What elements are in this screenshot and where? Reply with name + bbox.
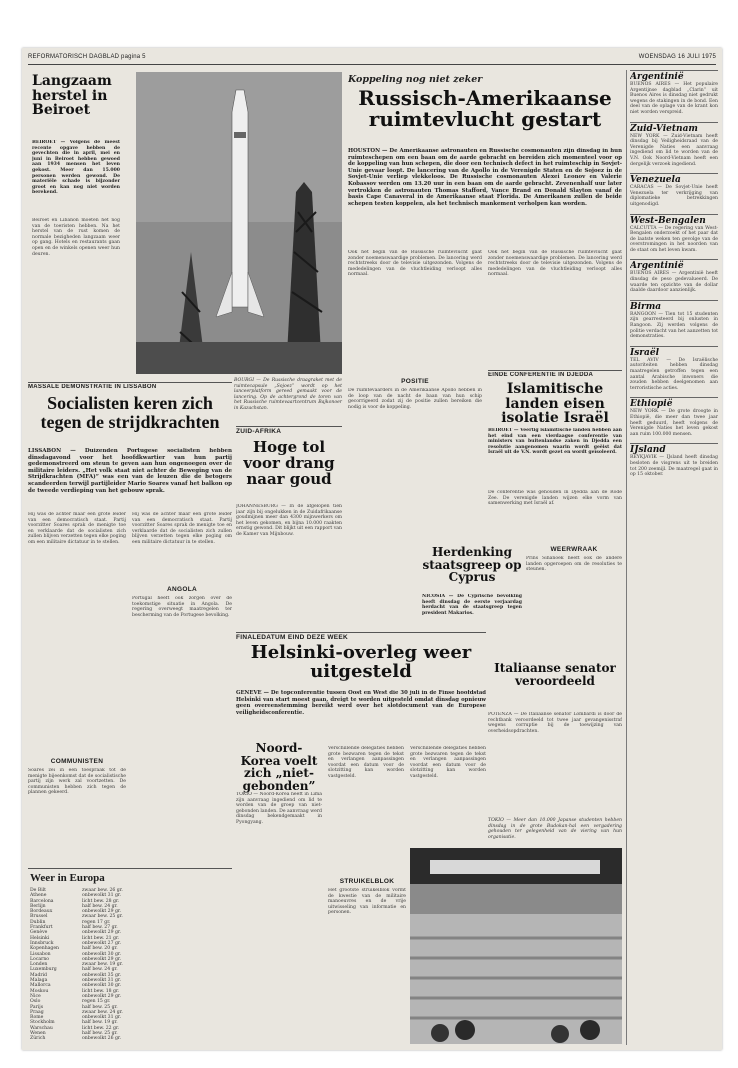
weather-city: Athene [30, 893, 47, 899]
zuidafrika-kicker: ZUID-AFRIKA [236, 428, 282, 435]
weather-condition: zwaar bew. 26 gr. [82, 888, 123, 893]
weather-condition: onbewolkt 30 gr. [82, 951, 122, 957]
helsinki-body-2: Verschillende delegaties hebben grote bezwaren tegen de tekst en verlangen aanpassingen voordat een datum voor de slotzitting kan worden vastgesteld. [410, 746, 486, 779]
helsinki-body: Verschillende delegaties hebben grote bezwaren tegen de tekst en verlangen aanpassingen voordat een datum voor de slotzitting kan worden vastgesteld. [328, 746, 404, 779]
weather-city: Helsinki [30, 935, 50, 941]
space-article [348, 70, 622, 370]
rocket-photo [136, 72, 342, 374]
weather-city: De Bilt [30, 888, 47, 893]
weather-city: Praag [30, 1009, 44, 1015]
weather-condition: regen 17 gr. [82, 919, 111, 925]
zuidafrika-headline: Hoge tol voor drang naar goud [243, 438, 335, 488]
weather-city: Oslo [30, 999, 41, 1005]
cyprus-headline: Herdenking staatsgreep op Cyprus [422, 546, 522, 585]
angola-body: Portugal heeft ook zorgen over de toekomstige situatie in Angola. De regering overweegt maatregelen ter bescherming van de Portugese bevolking. [132, 596, 232, 618]
zuidafrika-article [236, 428, 342, 628]
weather-condition: onbewolkt 31 gr. [82, 1015, 122, 1021]
weather-city: Dublin [30, 919, 46, 925]
beirut-headline: Langzaam herstel in Beiroet [32, 73, 112, 119]
sidebar-item [630, 122, 718, 168]
weather-city: Madrid [30, 972, 47, 978]
helsinki-lead: GENÈVE — De topconferentie tussen Oost en West die 30 juli in de Finse hoofdstad Helsinki van start moest gaan, dreigt te worden uitgesteld omdat dinsdag opnieuw geen overeenstemming bereikt werd over het slotdocument van de Europese veiligheidsconferentie. [236, 690, 486, 716]
weather-box [28, 870, 232, 1046]
weather-city: Stockholm [30, 1020, 55, 1026]
weather-city: Kopenhagen [30, 946, 60, 952]
lissabon-lead: LISSABON — Duizenden Portugese socialisten hebben dinsdagavond voor het hoofdkwartier van hun partij gedemonstreerd om steun te geven aan hun ongenoegen over de militaire leiders. „Het volk staat niet achter de Beweging van de Strijdkrachten (MFA)” was een van de leuzen die de betogers scandeerden terwijl partijleider Mario Soares vanaf het balkon op de tweede verdieping van het gebouw sprak. [28, 448, 232, 494]
angola-head: ANGOLA [167, 586, 197, 593]
sidebar-item [630, 259, 718, 293]
positie-head: POSITIE [401, 378, 429, 385]
weerwraak-body: Prins Sihanoek heeft ook de andere landen opgeroepen om de resoluties te steunen. [526, 556, 622, 573]
weather-city: Mallorca [30, 983, 51, 989]
lissabon-article [28, 384, 232, 862]
hall-photo [410, 848, 622, 1044]
space-headline: Russisch-Amerikaanse ruimtevlucht gestart [358, 86, 612, 131]
weather-row [30, 1036, 150, 1041]
weather-city: Locarno [30, 956, 50, 962]
weather-condition: licht bew. 28 gr. [82, 898, 120, 904]
weather-condition: onbewolkt 35 gr. [82, 972, 122, 978]
struikelblok-block [328, 878, 406, 1042]
header-right: WOENSDAG 16 JULI 1975 [638, 54, 716, 60]
sidebar-text: BUENOS AIRES — Het populaire Argentijnse dagblad „Clarin” uit Buenos Aires is dinsdag niet gedrukt wegens de stakingen in de bond. Een deel van de oplage van de krant kon niet worden verspreid. [630, 82, 718, 115]
space-lead: HOUSTON — De Amerikaanse astronauten en Russische cosmonauten zijn dinsdag in hun ruimteschepen om een baan om de aarde gebracht en bereiden zich momenteel voor op de koppeling van hun schepen, die door een technisch defect in het ruimteschip in Sovjet-Unie gevaar loopt. De lancering van de Apollo in de Verenigde Staten en de Sojoez in de Sovjet-Unie verliep vlekkeloos. De Russische cosmonauten Alexei Leonov en Valerie Kobassov werden om 13.20 uur in een baan om de aarde gebracht. Zevenenhalf uur later vertrokken de astronauten Thomas Stafford, Vance Brand en Donald Slayton vanaf de basis Cape Canaveral in de Amerikaanse staat Florida. De Amerikanen zullen de beide schepen testen koppelen, als het technisch mankement verholpen kan worden. [348, 148, 622, 207]
beirut-lead: BEIROET — Volgens de meest recente opgave hebben de gevechten die in april, mei en juni in Beiroet hebben gewoed aan 1934 mensen het leven gekost. Meer dan 15.000 personen werden gewond. De materiële schade is bijzonder groot en kan nog niet worden berekend. [32, 140, 120, 196]
beirut-article [28, 70, 124, 374]
sidebar-divider [626, 70, 627, 1045]
sidebar-text: CARACAS — De Sovjet-Unie heeft Venezuela ter verkrijging van diplomatieke betrekkingen uitgenodigd. [630, 185, 718, 207]
weather-city: Frankfurt [30, 925, 53, 931]
weather-city: Lissabon [30, 951, 51, 957]
lissabon-rule [28, 382, 232, 383]
sidebar-list [630, 70, 718, 478]
djedda-headline: Islamitische landen eisen isolatie Israël [501, 381, 609, 427]
sidebar-text: RANGOON — Tien tot 15 studenten zijn gearresteerd bij onlusten in Rangoon. Zij werden volgens de politie verdacht van het aanzetten tot demonstraties. [630, 311, 718, 340]
sidebar-country: Venezuela [630, 173, 718, 185]
weather-city: Malaga [30, 978, 48, 984]
struikelblok-body: Het grootste struikelblok vormt de kwestie van de militaire manoeuvres en de vrije uitwisseling van informatie en personen. [328, 888, 406, 916]
sidebar-country: Birma [630, 300, 718, 312]
lissabon-headline: Socialisten keren zich tegen de strijdkrachten [40, 393, 220, 432]
weather-city: Innsbruck [30, 940, 54, 946]
weather-condition: half bew. 27 gr. [82, 925, 118, 931]
space-kicker: Koppeling nog niet zeker [348, 74, 483, 85]
weather-city: Nice [30, 993, 41, 999]
sidebar-item [630, 70, 718, 116]
weather-condition: onbewolkt 31 gr. [82, 978, 122, 984]
weather-condition: onbewolkt 31 gr. [82, 893, 122, 899]
sidebar-text: CALCUTTA — De regering van West-Bengalen onderzoekt of het paar dat de laatste weken ten gevolge van de overstromingen in het noorden van de staat om het leven kwam. [630, 225, 718, 253]
weather-condition: half bew. 25 gr. [82, 1031, 118, 1037]
sidebar-country: Argentinië [630, 259, 718, 271]
sidebar-item [630, 397, 718, 437]
header-left: REFORMATORISCH DAGBLAD pagina 5 [28, 54, 146, 60]
struikelblok-head: STRUIKELBLOK [339, 878, 395, 885]
djedda-body: De conferentie was gehouden in Djedda aan de Rode Zee. De verenigde landen wijzen elke vorm van samenwerking met Israël af. [488, 490, 622, 507]
weather-rule [28, 868, 232, 869]
sidebar-text: NEW YORK — Zuid-Vietnam heeft dinsdag bij Veiligheidsraad van de Verenigde Naties een aanvraag ingediend om lid te worden van de V.N. Ook Noord-Vietnam heeft een dergelijk verzoek ingediend. [630, 133, 718, 167]
weerwraak-block [526, 546, 622, 658]
weather-city: Parijs [30, 1004, 44, 1010]
budokan-hall-photo [410, 848, 622, 1044]
weather-condition: onbewolkt 26 gr. [82, 1036, 122, 1042]
sidebar-item [630, 173, 718, 207]
positie-body: De ruimtevaarders in de Amerikaanse Apollo hebben in de loop van de nacht de baan van hun schip gecorrigeerd zodat zij de positie zullen bereiken die nodig is voor de koppeling. [348, 388, 482, 410]
italie-article [488, 662, 622, 812]
weather-city: Barcelona [30, 898, 54, 904]
sidebar-country: Zuid-Vietnam [630, 122, 718, 134]
italie-headline: Italiaanse senator veroordeeld [494, 662, 616, 688]
lissabon-body: Hij was de achter maar één grote leider van een democratisch staat. Partij voorzitter Soares sprak de menigte toe en verklaarde dat de socialisten zich zullen blijven verzetten tegen elke poging om een militaire dictatuur in te stellen. [28, 512, 126, 545]
weather-city: Berlijn [30, 903, 46, 909]
sidebar-country: West-Bengalen [630, 214, 718, 226]
weather-condition: licht bew. 22 gr. [82, 1025, 120, 1031]
sidebar-text: TEL AVIV — De Israëlische autoriteiten hebben dinsdag maatregelen getroffen tegen een aantal Arabische inwoners die zouden hebben deelgenomen aan terroristische acties. [630, 357, 718, 391]
weather-city: Zürich [30, 1036, 46, 1042]
korea-headline: Noord-Korea voelt zich „niet-gebonden” [240, 742, 318, 793]
page-header [28, 50, 716, 65]
zuidafrika-rule [236, 426, 342, 427]
djedda-lead: BEIROET — Veertig islamitische landen hebben aan het eind van een vierdaagse conferentie van ministers van buitenlandse zaken in Djedda een resolutie aangenomen waarin wordt geëist dat Israël uit de V.N. wordt gezet en wordt geïsoleerd. [488, 428, 622, 456]
weather-list [30, 888, 150, 1042]
weather-city: Bordeaux [30, 909, 53, 915]
weather-condition: zwaar bew. 19 gr. [82, 962, 123, 968]
weather-condition: onbewolkt 29 gr. [82, 930, 122, 936]
weather-city: Rome [30, 1015, 44, 1021]
lissabon-body-2: Hij was de achter maar één grote leider van een democratisch staat. Partij voorzitter Soares sprak de menigte toe en verklaarde dat de socialisten zich zullen blijven verzetten tegen elke poging om een militaire dictatuur in te stellen. [132, 512, 232, 545]
sidebar-text: NEW YORK — De grote droogte in Ethiopië, die meer dan twee jaar heeft geduurd, heeft volgens de Verenigde Naties het leven gekost aan ruim 100.000 mensen. [630, 409, 718, 437]
sidebar-country: IJsland [630, 443, 718, 455]
weather-condition: licht bew. 21 gr. [82, 935, 120, 941]
sidebar-item [630, 346, 718, 392]
helsinki-kicker: FINALEDATUM EIND DEZE WEEK [236, 634, 349, 641]
space-body-1: Ook het begin van de Russische ruimtevlucht gaat zonder noemenswaardige problemen. De lancering werd rechtstreeks door de televisie uitgezonden. Volgens de mededelingen van de vluchtleiding verloopt alles normaal. [348, 250, 482, 278]
korea-article [236, 742, 322, 1042]
hall-caption: TOKIO — Meer dan 10.000 Japanse studenten hebben dinsdag in de grote Budokan-hal een vergadering gehouden ter gelegenheid van de viering van hun organisatie. [488, 818, 622, 840]
news-sidebar [630, 70, 718, 1045]
weather-title: Weer in Europa [30, 872, 105, 884]
weather-condition: licht bew. 18 gr. [82, 988, 120, 994]
newspaper-page [22, 48, 722, 1050]
italie-body: POTENZA — De Italiaanse senator Lombardi is door de rechtbank veroordeeld tot twee jaar gevangenisstraf wegens corruptie bij de toewijzing van overheidsopdrachten. [488, 712, 622, 734]
sidebar-country: Ethiopië [630, 397, 718, 409]
weather-city: Brussel [30, 914, 48, 920]
helsinki-rule [236, 632, 486, 633]
sidebar-item [630, 300, 718, 340]
korea-body: TOKIO — Noord-Korea heeft in Lima zijn aanvraag ingediend om lid te worden van de groep van niet-gebonden landen. De aanvraag werd dinsdag bekendgemaakt in Pyongyang. [236, 792, 322, 825]
weather-condition: onbewolkt 29 gr. [82, 993, 122, 999]
weather-city: Wenen [30, 1031, 46, 1037]
rocket-launch-photo [136, 72, 342, 374]
lissabon-kicker: MASSALE DEMONSTRATIE IN LISSABON [28, 384, 157, 390]
weather-condition: half bew. 20 gr. [82, 946, 118, 952]
weather-city: Warschau [30, 1025, 53, 1031]
sidebar-country: Argentinië [630, 70, 718, 82]
djedda-kicker: EINDE CONFERENTIE IN DJEDDA [488, 372, 594, 378]
weather-city: Genève [30, 930, 48, 936]
zuidafrika-body: JOHANNESBURG — In de afgelopen tien jaar zijn bij ongelukken in de Zuidafrikaanse goudmijnen meer dan 4300 mijnwerkers om het leven gekomen, en bijna 10.000 raakten ernstig gewond. Dit blijkt uit een rapport van de Kamer van Mijnbouw. [236, 504, 342, 537]
weather-condition: onbewolkt 30 gr. [82, 983, 122, 989]
weather-condition: regen 15 gr. [82, 999, 111, 1005]
sidebar-text: REYKJAVIK — IJsland heeft dinsdag besloten de visgrens uit te breiden tot 200 zeemijl. De maatregel gaat in op 15 oktober. [630, 455, 718, 478]
weather-condition: onbewolkt 27 gr. [82, 940, 122, 946]
communist-head: COMMUNISTEN [50, 758, 104, 765]
weather-condition: zwaar bew. 24 gr. [82, 1009, 123, 1015]
beirut-body: Beiroet en Libanon moeten het nog van de toeristen hebben. Na het herstel van de rust komen de normale bezigheden langzaam weer op gang. Hotels en restaurants gaan open en de winkels openen weer hun deuren. [32, 218, 120, 257]
weather-condition: half bew. 24 gr. [82, 967, 118, 973]
weerwraak-head: WEERWRAAK [550, 546, 598, 553]
sidebar-country: Israël [630, 346, 718, 358]
helsinki-headline: Helsinki-overleg weer uitgesteld [250, 642, 472, 682]
weather-city: Moskou [30, 988, 49, 994]
weather-city: Luxemburg [30, 967, 57, 973]
communist-body: Soares zei in een toespraak tot de menigte bijeenkomst dat de socialistische partij zijn werk zal voortzetten. De communisten hebben zich tegen de plannen gekeerd. [28, 768, 126, 796]
cyprus-lead: NICOSIA — De Cyprische bevolking heeft dinsdag de eerste verjaardag herdacht van de staatsgreep tegen president Makarios. [422, 594, 522, 616]
weather-condition: half bew. 24 gr. [82, 903, 118, 909]
weather-city: Londen [30, 962, 48, 968]
djedda-rule [488, 370, 622, 371]
weather-condition: zwaar bew. 25 gr. [82, 914, 123, 920]
weather-condition: half bew. 25 gr. [82, 1004, 118, 1010]
space-body-2: Ook het begin van de Russische ruimtevlucht gaat zonder noemenswaardige problemen. De lancering werd rechtstreeks door de televisie uitgezonden. Volgens de mededelingen van de vluchtleiding verloopt alles normaal. [488, 250, 622, 278]
weather-condition: onbewolkt 29 gr. [82, 956, 122, 962]
weather-condition: half bew. 19 gr. [82, 1020, 118, 1026]
weather-condition: onbewolkt 29 gr. [82, 909, 122, 915]
rocket-caption: BOURGI — De Russische draagraket met de ruimtecapsule „Sojoez” wordt op het lanceerplatform gereed gemaakt voor de lancering. Op de achtergrond de toren van het Russische ruimtevaartcentrum Bajkonoer in Kazachstan. [234, 378, 342, 411]
sidebar-text: BUENOS AIRES — Argentinië heeft dinsdag de peso gedevalueerd. De waarde ten opzichte van de dollar daalde daardoor aanzienlijk. [630, 271, 718, 294]
sidebar-item [630, 214, 718, 254]
djedda-article [488, 372, 622, 546]
sidebar-item [630, 443, 718, 477]
